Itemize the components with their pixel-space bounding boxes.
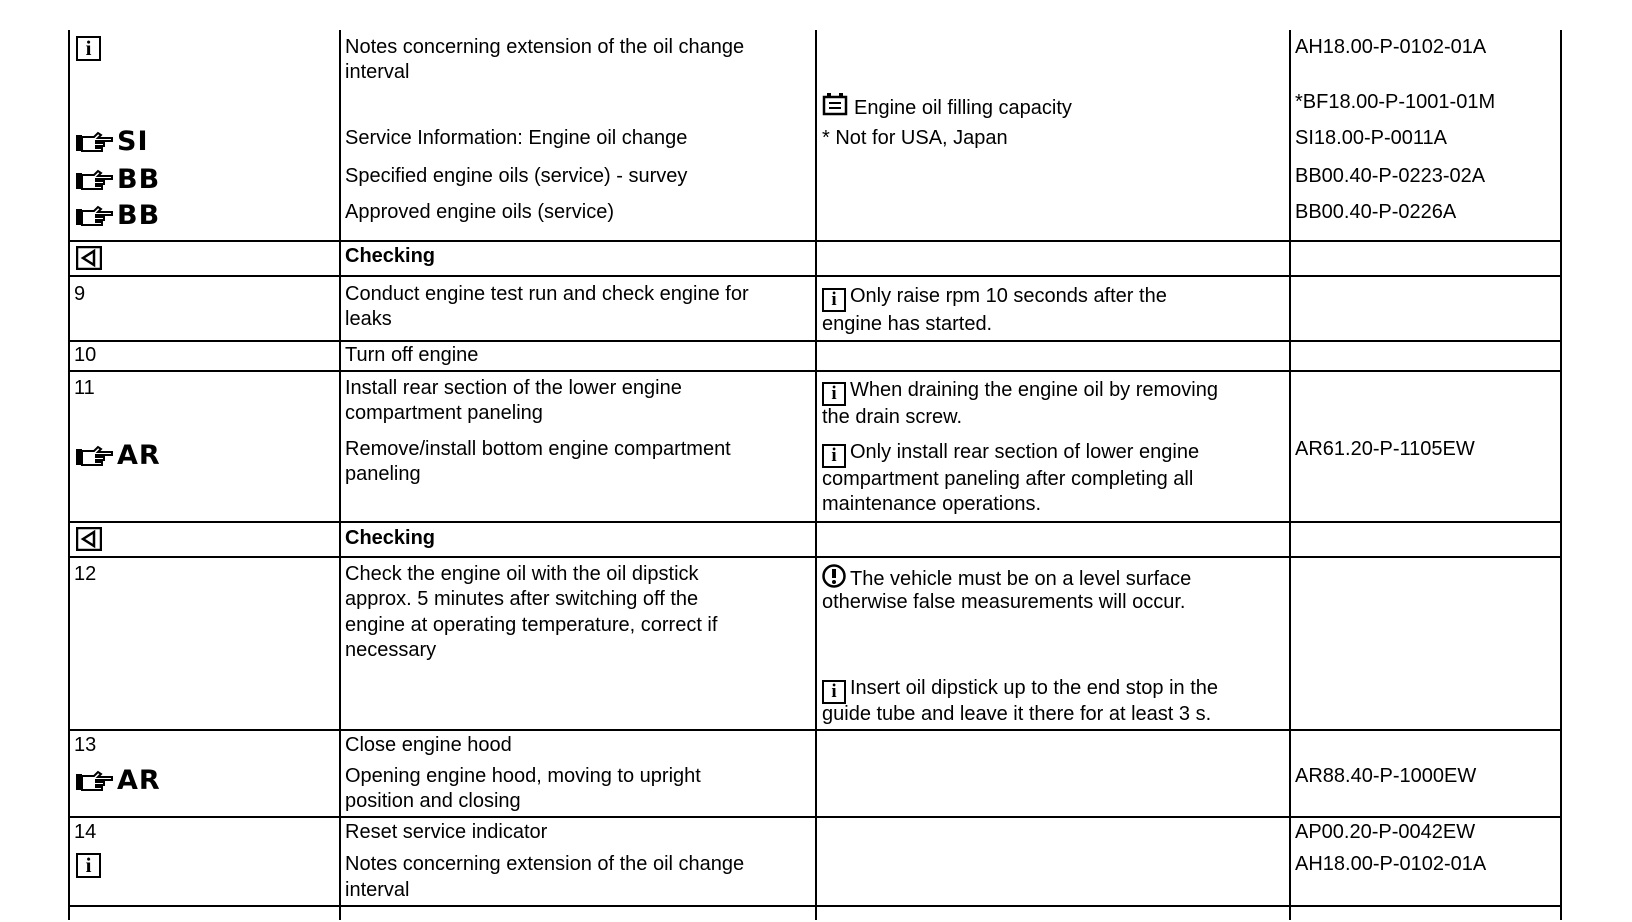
notes-oil-change-ref[interactable]: AH18.00-P-0102-01A	[1295, 36, 1487, 58]
si-engine-oil-change-text: Service Information: Engine oil change	[345, 127, 688, 149]
table-border-col3	[815, 30, 817, 920]
ar-code: AR	[117, 440, 161, 471]
not-for-usa-japan-note: * Not for USA, Japan	[822, 127, 1008, 149]
pointing-hand-icon	[74, 770, 114, 792]
checking-arrow-icon	[76, 246, 102, 276]
bb-reference-marker	[74, 164, 160, 195]
row-divider	[68, 521, 1562, 523]
step-13-text: Close engine hood	[345, 734, 512, 756]
step-9-note-text: Only raise rpm 10 seconds after the	[850, 285, 1167, 307]
opening-engine-hood-text-cont: position and closing	[345, 790, 521, 812]
specified-engine-oils-ref[interactable]: BB00.40-P-0223-02A	[1295, 165, 1486, 187]
step-12-note	[822, 676, 1218, 704]
row-divider	[68, 340, 1562, 342]
step-12-warning-cont: otherwise false measurements will occur.	[822, 591, 1186, 613]
checking-arrow-icon	[76, 527, 102, 557]
reset-service-indicator-ref[interactable]: AP00.20-P-0042EW	[1295, 821, 1476, 843]
step-9-text: Conduct engine test run and check engine for	[345, 283, 749, 305]
pointing-hand-icon	[74, 205, 114, 227]
info-icon: i	[76, 853, 101, 878]
step-11-note-2-text: Only install rear section of lower engine	[850, 441, 1200, 463]
step-11-text-cont: compartment paneling	[345, 402, 543, 424]
step-11-text: Install rear section of the lower engine	[345, 377, 682, 399]
checking-heading: Checking	[345, 245, 436, 267]
si-engine-oil-change-ref[interactable]: SI18.00-P-0011A	[1295, 127, 1447, 149]
opening-engine-hood-ref[interactable]: AR88.40-P-1000EW	[1295, 765, 1477, 787]
engine-oil-capacity-label: Engine oil filling capacity	[854, 97, 1072, 119]
notes-oil-change-text: Notes concerning extension of the oil change	[345, 36, 745, 58]
table-border-col4	[1289, 30, 1291, 920]
pointing-hand-icon	[74, 169, 114, 191]
step-14-notes-ref[interactable]: AH18.00-P-0102-01A	[1295, 853, 1487, 875]
step-12-text: Check the engine oil with the oil dipstick	[345, 563, 699, 585]
remove-install-paneling-ref[interactable]: AR61.20-P-1105EW	[1295, 438, 1475, 460]
step-number: 14	[74, 821, 97, 843]
table-border-right	[1560, 30, 1562, 920]
step-14-notes-text-cont: interval	[345, 879, 410, 901]
warning-icon	[822, 564, 846, 588]
table-border-col2	[339, 30, 341, 920]
step-12-text-cont: necessary	[345, 639, 437, 661]
step-11-note-1-text: When draining the engine oil by removing	[850, 379, 1218, 401]
ar-reference-marker	[74, 765, 161, 796]
step-12-text-cont: engine at operating temperature, correct if	[345, 614, 718, 636]
info-icon: i	[822, 444, 846, 468]
checking-heading: Checking	[345, 527, 436, 549]
step-9-note	[822, 284, 1167, 312]
table-border-bottom	[68, 905, 1562, 907]
step-9-text-cont: leaks	[345, 308, 392, 330]
row-divider	[68, 729, 1562, 731]
step-12-warning-text: The vehicle must be on a level surface	[850, 568, 1192, 590]
oil-capacity-icon	[822, 92, 848, 122]
si-reference-marker	[74, 126, 149, 157]
step-14-notes-text: Notes concerning extension of the oil change	[345, 853, 745, 875]
info-icon: i	[76, 36, 101, 61]
step-number: 10	[74, 344, 97, 366]
engine-oil-capacity-ref[interactable]: *BF18.00-P-1001-01M	[1295, 91, 1496, 113]
step-number: 12	[74, 563, 97, 585]
row-divider	[68, 370, 1562, 372]
step-number: 9	[74, 283, 86, 305]
row-divider	[68, 240, 1562, 242]
info-icon: i	[822, 288, 846, 312]
step-11-note-2-cont: compartment paneling after completing all	[822, 468, 1194, 490]
approved-engine-oils-ref[interactable]: BB00.40-P-0226A	[1295, 201, 1457, 223]
step-12-text-cont: approx. 5 minutes after switching off the	[345, 588, 699, 610]
info-icon: i	[822, 382, 846, 406]
ar-reference-marker	[74, 440, 161, 471]
opening-engine-hood-text: Opening engine hood, moving to upright	[345, 765, 701, 787]
step-10-text: Turn off engine	[345, 344, 479, 366]
remove-install-paneling-text-cont: paneling	[345, 463, 421, 485]
si-code: SI	[117, 126, 149, 157]
step-9-note-cont: engine has started.	[822, 313, 993, 335]
step-number: 11	[74, 377, 95, 399]
step-number: 13	[74, 734, 97, 756]
row-divider	[68, 816, 1562, 818]
step-12-note-text: Insert oil dipstick up to the end stop in the	[850, 677, 1218, 699]
row-divider	[68, 275, 1562, 277]
bb-code: BB	[117, 164, 161, 195]
notes-oil-change-text-cont: interval	[345, 61, 410, 83]
pointing-hand-icon	[74, 445, 114, 467]
step-11-note-2-cont: maintenance operations.	[822, 493, 1042, 515]
step-11-note-2	[822, 440, 1199, 468]
bb-code: BB	[117, 200, 161, 231]
specified-engine-oils-text: Specified engine oils (service) - survey	[345, 165, 688, 187]
ar-code: AR	[117, 765, 161, 796]
info-icon: i	[822, 680, 846, 704]
step-11-note-1-cont: the drain screw.	[822, 406, 963, 428]
table-border-left	[68, 30, 70, 920]
step-14-text: Reset service indicator	[345, 821, 548, 843]
step-12-warning	[822, 564, 1191, 592]
row-divider	[68, 556, 1562, 558]
approved-engine-oils-text: Approved engine oils (service)	[345, 201, 615, 223]
bb-reference-marker	[74, 200, 160, 231]
step-12-note-cont: guide tube and leave it there for at least 3 s.	[822, 703, 1212, 725]
pointing-hand-icon	[74, 131, 114, 153]
remove-install-paneling-text: Remove/install bottom engine compartment	[345, 438, 731, 460]
step-11-note-1	[822, 378, 1218, 406]
